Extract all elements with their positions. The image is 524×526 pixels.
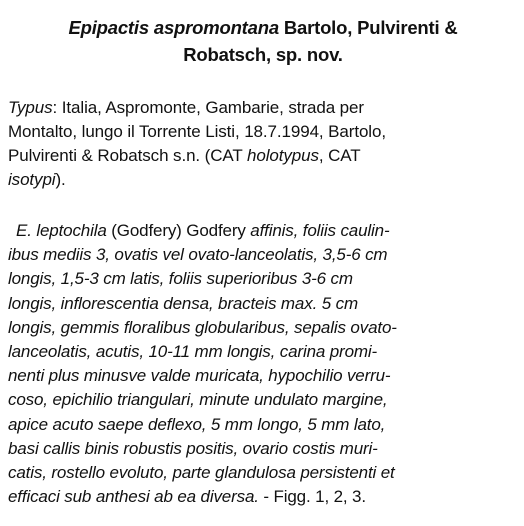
figure-reference: - Figg. 1, 2, 3.	[258, 487, 366, 507]
desc-line-7: nenti plus minusve valde muricata, hypochilio verru-	[8, 366, 391, 386]
desc-line-12: efficaci sub anthesi ab ea diversa. - Figg. 1, 2, 3.	[8, 487, 366, 507]
typus-line-2: Montalto, lungo il Torrente Listi, 18.7.1994, Bartolo,	[8, 122, 386, 141]
typus-line-4: isotypi).	[8, 170, 66, 189]
typus-paragraph	[8, 96, 518, 192]
title-line-1	[18, 14, 508, 41]
species-title	[18, 14, 508, 68]
typus-label: Typus	[8, 98, 53, 117]
typus-line-1: Typus: Italia, Aspromonte, Gambarie, strada per	[8, 98, 364, 117]
authors-part-1: Bartolo, Pulvirenti &	[278, 17, 458, 38]
latin-description	[8, 219, 516, 509]
desc-line-4: longis, inflorescentia densa, bracteis max. 5 cm	[8, 293, 358, 313]
typus-line-3: Pulvirenti & Robatsch s.n. (CAT holotypus, CAT	[8, 146, 361, 165]
desc-line-9: apice acuto saepe deflexo, 5 mm longo, 5 mm lato,	[8, 414, 386, 434]
title-line-2: Robatsch, sp. nov.	[183, 44, 343, 65]
desc-line-2: ibus mediis 3, ovatis vel ovato-lanceolatis, 3,5-6 cm	[8, 245, 388, 265]
desc-line-6: lanceolatis, acutis, 10-11 mm longis, carina promi-	[8, 342, 378, 362]
desc-line-8: coso, epichilio triangulari, minute undulato margine,	[8, 390, 388, 410]
desc-line-1: E. leptochila (Godfery) Godfery affinis, foliis caulin-	[16, 221, 390, 240]
desc-line-5: longis, gemmis floralibus globularibus, sepalis ovato-	[8, 317, 397, 337]
desc-line-11: catis, rostello evoluto, parte glandulosa persistenti et	[8, 463, 395, 483]
species-name: Epipactis aspromontana	[68, 17, 279, 38]
desc-line-3: longis, 1,5-3 cm latis, foliis superioribus 3-6 cm	[8, 269, 353, 289]
desc-line-10: basi callis binis robustis positis, ovario costis muri-	[8, 438, 378, 458]
